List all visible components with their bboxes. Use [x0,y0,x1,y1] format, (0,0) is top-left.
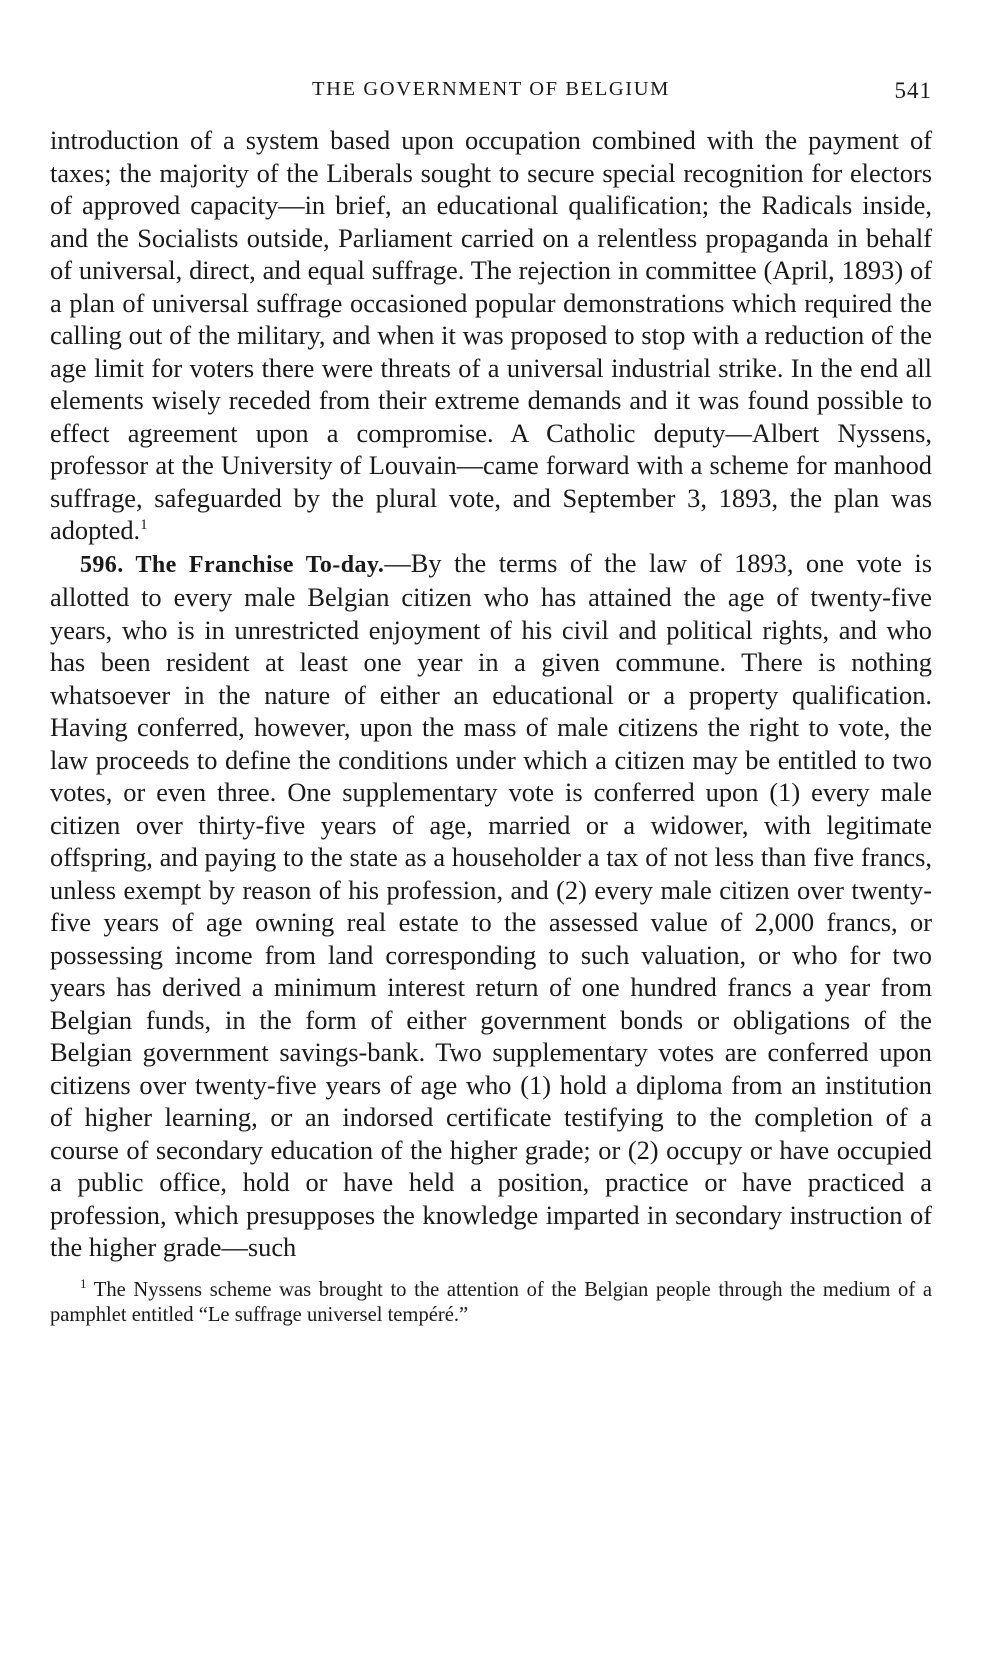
page-number: 541 [894,78,932,103]
running-header [50,72,932,106]
paragraph-franchise [50,547,932,1264]
section-heading: 596. The Franchise To-day. [80,551,385,578]
paragraph-2-text: —By the terms of the law of 1893, one vote is allotted to every male Belgian citizen who has attained the age of twenty-five years, who is in unrestricted enjoyment of his civil and political rights, and who has been resident at least one year in a given commune. There is nothing whatsoever in the nature of either an educational or a property qualification. Having conferred, however, upon the mass of male citizens the right to vote, the law proceeds to define the conditions under which a citizen may be entitled to two votes, or even three. One supplementary vote is conferred upon (1) every male citizen over thirty-five years of age, married or a widower, with legitimate offspring, and paying to the state as a householder a tax of not less than five francs, unless exempt by reason of his profession, and (2) every male citizen over twenty-five years of age owning real estate to the assessed value of 2,000 francs, or possessing income from land corresponding to such valuation, or who for two years has derived a minimum interest return of one hundred francs a year from Belgian funds, in the form of either government bonds or obligations of the Belgian government savings-bank. Two supplementary votes are conferred upon citizens over twenty-five years of age who (1) hold a diploma from an institution of higher learning, or an indorsed certificate testifying to the completion of a course of secondary education of the higher grade; or (2) occupy or have occupied a public office, hold or have held a position, practice or have practiced a profession, which presupposes the knowledge imparted in secondary instruction of the higher grade—such [50,547,932,1262]
body-text [50,124,932,1264]
footnote [50,1275,932,1329]
footnote-marker: 1 [80,1275,87,1291]
footnote-reference: 1 [140,517,148,534]
running-title: THE GOVERNMENT OF BELGIUM [312,78,670,100]
paragraph-continued [50,124,932,547]
paragraph-1-text: introduction of a system based upon occupation combined with the payment of taxes; the majority of the Liberals sought to secure special recognition for electors of approved capacity—in brief, an educational qualification; the Radicals inside, and the Socialists outside, Parliament carried on a relentless propaganda in behalf of universal, direct, and equal suffrage. The rejection in committee (April, 1893) of a plan of universal suffrage occasioned popular demonstrations which required the calling out of the military, and when it was proposed to stop with a reduction of the age limit for voters there were threats of a universal industrial strike. In the end all elements wisely receded from their extreme demands and it was found possible to effect agreement upon a compromise. A Catholic deputy—Albert Nyssens, professor at the University of Louvain—came forward with a scheme for manhood suffrage, safeguarded by the plural vote, and September 3, 1893, the plan was adopted. [50,125,932,545]
book-page [50,72,932,1329]
footnote-text: The Nyssens scheme was brought to the attention of the Belgian people through the medium of a pamphlet entitled “Le suffrage universel tempéré.” [50,1278,932,1326]
